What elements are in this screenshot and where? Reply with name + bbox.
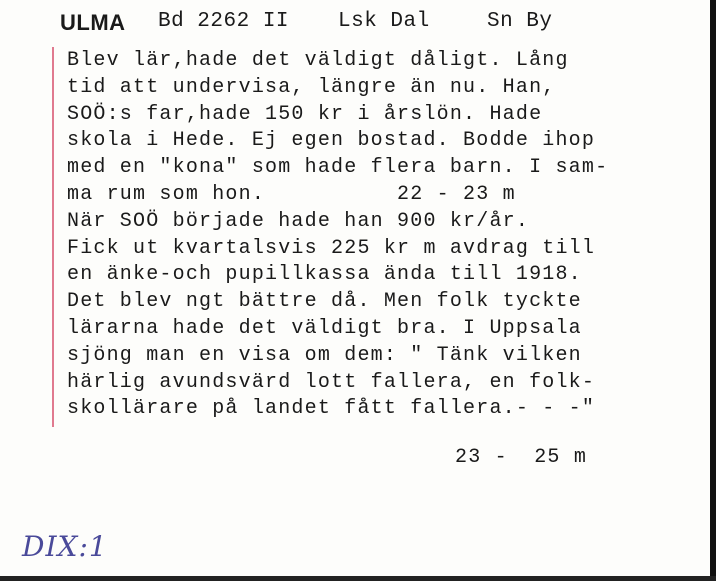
card-body-text (67, 48, 707, 423)
text-line: med en "kona" som hade flera barn. I sam- (67, 156, 609, 180)
text-line: När SOÖ började hade han 900 kr/år. (67, 209, 530, 233)
text-line: en änke-och pupillkassa ända till 1918. (67, 263, 582, 287)
volume-ref: Bd 2262 II (158, 10, 290, 33)
text-line: SOÖ:s far,hade 150 kr i årslön. Hade (67, 102, 543, 126)
margin-rule (52, 47, 54, 427)
text-line: Det blev ngt bättre då. Men folk tyckte (67, 290, 582, 314)
text-line: skola i Hede. Ej egen bostad. Bodde ihop (67, 129, 596, 153)
text-line: Fick ut kvartalsvis 225 kr m avdrag till (67, 236, 596, 260)
parish-ref: Sn By (487, 10, 553, 33)
district-ref: Lsk Dal (338, 10, 430, 33)
text-line: Blev lär,hade det väldigt dåligt. Lång (67, 49, 569, 72)
text-line: sjöng man en visa om dem: " Tänk vilken (67, 343, 582, 367)
text-line: härlig avundsvärd lott fallera, en folk- (67, 370, 596, 394)
text-line: ma rum som hon. 22 - 23 m (67, 182, 516, 206)
text-line: lärarna hade det väldigt bra. I Uppsala (67, 316, 582, 340)
card-edge-bottom (0, 576, 716, 581)
text-line: skollärare på landet fått fallera.- - -" (67, 397, 596, 421)
text-line: tid att undervisa, längre än nu. Han, (67, 75, 556, 99)
card-edge-right (710, 0, 716, 581)
handwritten-signature: DIX:1 (22, 530, 108, 563)
archive-code: ULMA (60, 10, 126, 35)
page-reference: 23 - 25 m (455, 446, 588, 469)
